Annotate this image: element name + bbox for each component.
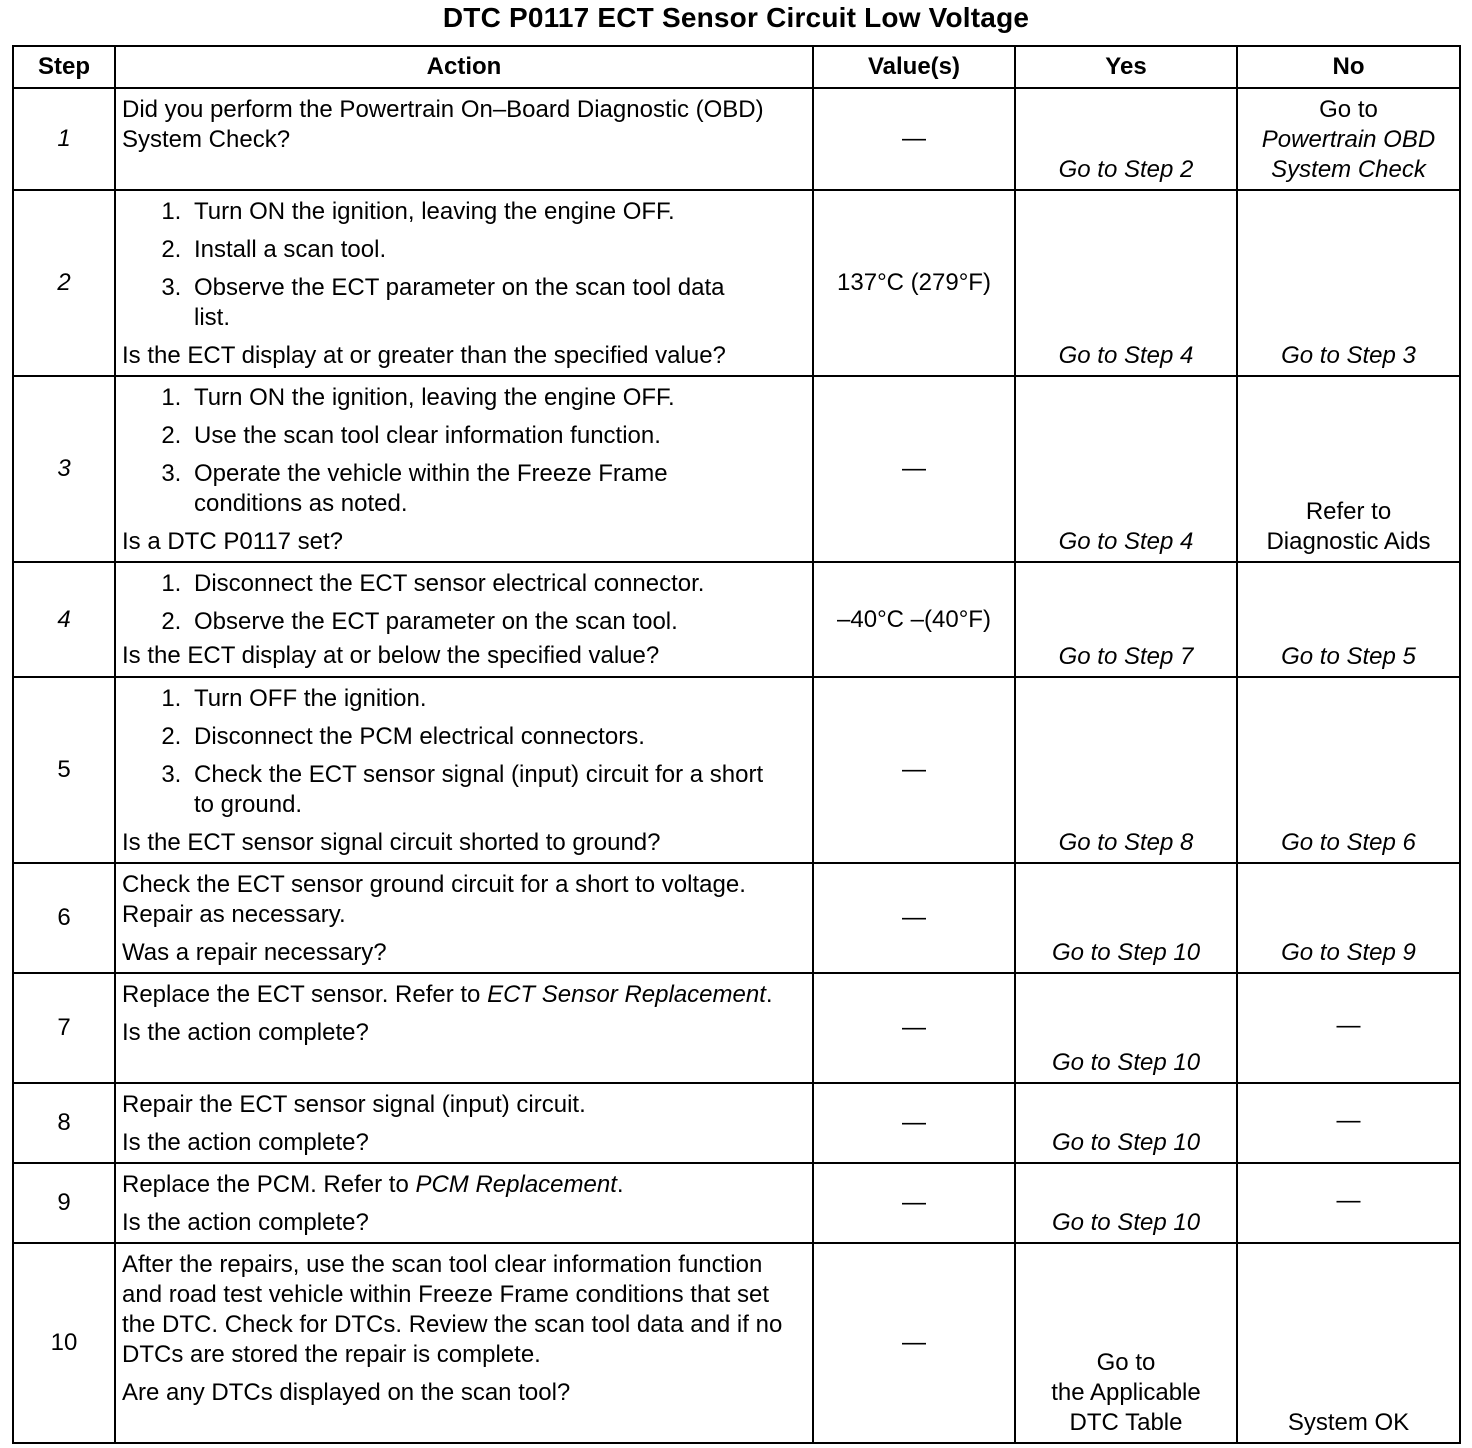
value-cell: — xyxy=(813,863,1015,973)
action-item: 3. Check the ECT sensor signal (input) circuit for a short to ground. xyxy=(188,760,806,820)
table-row xyxy=(13,376,1460,562)
header-values: Value(s) xyxy=(813,46,1015,88)
action-text: After the repairs, use the scan tool clear information function and road test vehicle within Freeze Frame conditions that set the DTC. Check for DTCs. Review the scan tool data and if no DTCs are stored the repair is complete. xyxy=(122,1251,783,1368)
action-question: Is the ECT display at or greater than the specified value? xyxy=(122,342,726,369)
table-row xyxy=(13,562,1460,677)
step-number: 4 xyxy=(13,562,115,677)
table-row xyxy=(13,1243,1460,1443)
no-cell: Go to Step 5 xyxy=(1237,562,1460,677)
table-row xyxy=(13,973,1460,1083)
no-cell xyxy=(1237,376,1460,562)
action-cell xyxy=(115,562,813,677)
action-cell xyxy=(115,1243,813,1443)
action-cell xyxy=(115,677,813,863)
no-cell xyxy=(1237,88,1460,190)
yes-line: DTC Table xyxy=(1069,1409,1183,1436)
yes-cell: Go to Step 10 xyxy=(1015,863,1237,973)
action-text xyxy=(122,980,806,1010)
header-step: Step xyxy=(13,46,115,88)
table-row xyxy=(13,1083,1460,1163)
action-text-tail: . xyxy=(765,981,773,1008)
action-list xyxy=(122,684,806,820)
procedure-reference: ECT Sensor Replacement xyxy=(487,981,766,1008)
action-item: 1. Turn ON the ignition, leaving the engine OFF. xyxy=(188,197,806,227)
value-cell: — xyxy=(813,376,1015,562)
action-text xyxy=(122,1170,806,1200)
yes-line: Go to xyxy=(1096,1349,1156,1376)
value-cell: — xyxy=(813,973,1015,1083)
action-question: Is the action complete? xyxy=(122,1129,369,1156)
action-text-lead: Replace the PCM. Refer to xyxy=(122,1171,416,1198)
action-cell xyxy=(115,973,813,1083)
table-row xyxy=(13,863,1460,973)
no-line: System Check xyxy=(1271,156,1426,183)
table-row xyxy=(13,88,1460,190)
action-question: Was a repair necessary? xyxy=(122,939,387,966)
action-cell xyxy=(115,376,813,562)
action-question: Are any DTCs displayed on the scan tool? xyxy=(122,1379,571,1406)
yes-line: the Applicable xyxy=(1051,1379,1201,1406)
action-cell xyxy=(115,1163,813,1243)
yes-cell: Go to Step 8 xyxy=(1015,677,1237,863)
action-item: 1. Disconnect the ECT sensor electrical connector. xyxy=(188,569,806,599)
action-text-lead: Replace the ECT sensor. Refer to xyxy=(122,981,488,1008)
yes-cell: Go to Step 2 xyxy=(1015,88,1237,190)
no-cell: Go to Step 3 xyxy=(1237,190,1460,376)
page-title: DTC P0117 ECT Sensor Circuit Low Voltage xyxy=(442,2,1030,33)
action-item: 2. Disconnect the PCM electrical connectors. xyxy=(188,722,806,752)
value-cell: — xyxy=(813,1083,1015,1163)
value-cell: 137°C (279°F) xyxy=(813,190,1015,376)
action-cell xyxy=(115,88,813,190)
action-question: Is the action complete? xyxy=(122,1019,369,1046)
procedure-reference: PCM Replacement xyxy=(415,1171,617,1198)
action-list xyxy=(122,383,806,519)
action-cell xyxy=(115,1083,813,1163)
yes-cell: Go to Step 7 xyxy=(1015,562,1237,677)
header-row xyxy=(13,46,1460,88)
yes-cell: Go to Step 4 xyxy=(1015,190,1237,376)
step-number: 3 xyxy=(13,376,115,562)
step-number: 8 xyxy=(13,1083,115,1163)
action-question: Is the action complete? xyxy=(122,1209,369,1236)
action-text: Check the ECT sensor ground circuit for a short to voltage. Repair as necessary. xyxy=(122,871,746,928)
no-line: Powertrain OBD xyxy=(1261,126,1436,153)
action-item: 3. Operate the vehicle within the Freeze Frame conditions as noted. xyxy=(188,459,806,519)
step-number: 5 xyxy=(13,677,115,863)
no-cell: Go to Step 9 xyxy=(1237,863,1460,973)
action-text: Did you perform the Powertrain On–Board Diagnostic (OBD) System Check? xyxy=(122,96,764,153)
no-cell: — xyxy=(1237,1163,1460,1243)
value-cell: — xyxy=(813,1243,1015,1443)
no-line: Go to xyxy=(1319,96,1378,123)
header-no: No xyxy=(1237,46,1460,88)
yes-cell: Go to Step 10 xyxy=(1015,1163,1237,1243)
action-item: 2. Observe the ECT parameter on the scan tool. xyxy=(188,607,806,637)
action-cell xyxy=(115,190,813,376)
no-cell: — xyxy=(1237,973,1460,1083)
value-cell: — xyxy=(813,677,1015,863)
action-question: Is the ECT sensor signal circuit shorted to ground? xyxy=(122,829,661,856)
action-list xyxy=(122,197,806,333)
table-row xyxy=(13,1163,1460,1243)
step-number: 6 xyxy=(13,863,115,973)
step-number: 10 xyxy=(13,1243,115,1443)
yes-cell xyxy=(1015,1243,1237,1443)
action-text-tail: . xyxy=(616,1171,624,1198)
yes-cell: Go to Step 10 xyxy=(1015,973,1237,1083)
action-question: Is a DTC P0117 set? xyxy=(122,528,343,555)
action-text: Repair the ECT sensor signal (input) circuit. xyxy=(122,1091,586,1118)
header-action: Action xyxy=(115,46,813,88)
yes-cell: Go to Step 4 xyxy=(1015,376,1237,562)
value-cell: — xyxy=(813,88,1015,190)
no-cell: — xyxy=(1237,1083,1460,1163)
no-cell: Go to Step 6 xyxy=(1237,677,1460,863)
step-number: 2 xyxy=(13,190,115,376)
action-item: 1. Turn ON the ignition, leaving the engine OFF. xyxy=(188,383,806,413)
value-cell: — xyxy=(813,1163,1015,1243)
action-item: 3. Observe the ECT parameter on the scan tool data list. xyxy=(188,273,806,333)
action-item: 2. Use the scan tool clear information function. xyxy=(188,421,806,451)
diagnostic-table xyxy=(12,45,1461,1444)
header-yes: Yes xyxy=(1015,46,1237,88)
value-cell: –40°C –(40°F) xyxy=(813,562,1015,677)
action-item: 1. Turn OFF the ignition. xyxy=(188,684,806,714)
yes-cell: Go to Step 10 xyxy=(1015,1083,1237,1163)
table-row xyxy=(13,677,1460,863)
action-item: 2. Install a scan tool. xyxy=(188,235,806,265)
no-cell: System OK xyxy=(1237,1243,1460,1443)
step-number: 7 xyxy=(13,973,115,1083)
step-number: 1 xyxy=(13,88,115,190)
step-number: 9 xyxy=(13,1163,115,1243)
no-line: Diagnostic Aids xyxy=(1266,528,1431,555)
table-row xyxy=(13,190,1460,376)
action-cell xyxy=(115,863,813,973)
action-list xyxy=(122,569,806,637)
no-line: Refer to xyxy=(1305,498,1392,525)
action-question: Is the ECT display at or below the specified value? xyxy=(122,642,660,669)
